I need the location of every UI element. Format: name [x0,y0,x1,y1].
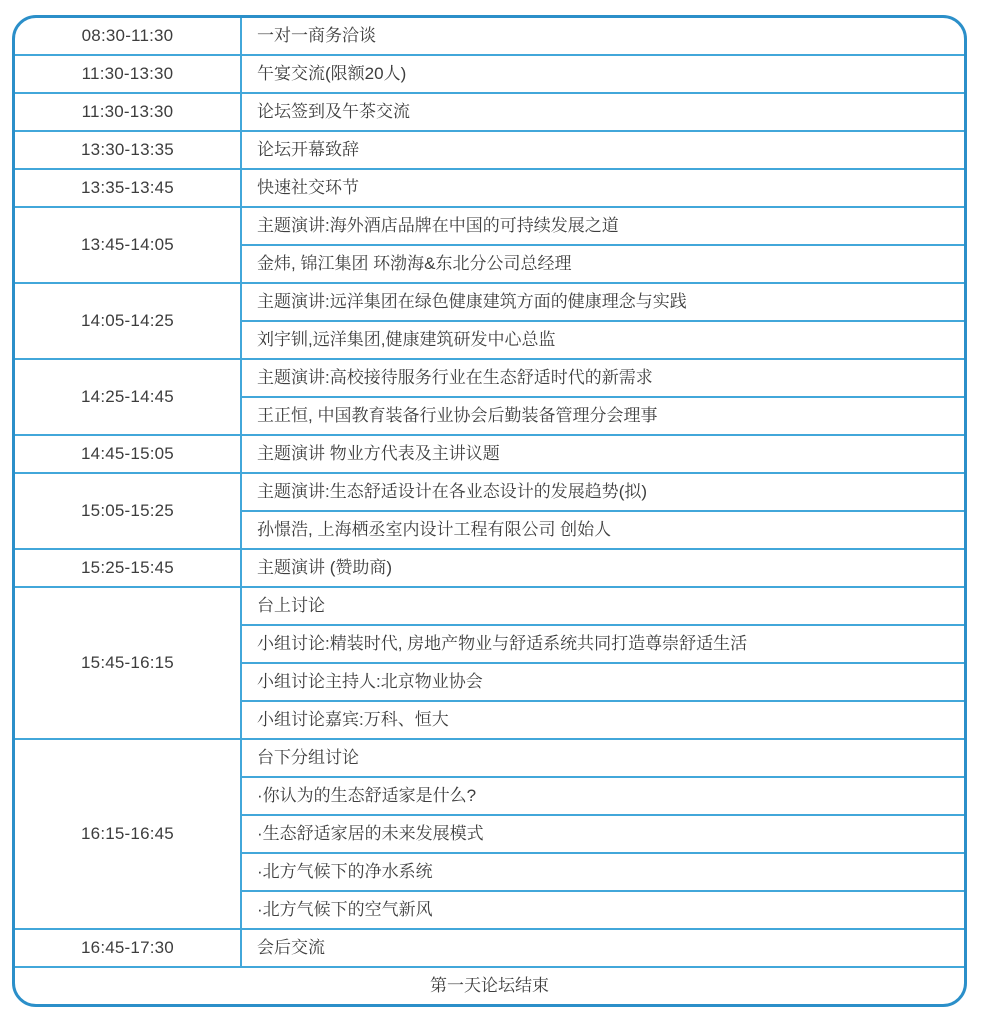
time-cell: 13:35-13:45 [15,170,242,206]
schedule-item: 台上讨论 [257,596,325,615]
table-row [15,130,964,168]
time-cell: 08:30-11:30 [15,18,242,54]
table-row [15,92,964,130]
item-list [242,284,964,358]
schedule-item: 孙憬浩, 上海栖丞室内设计工程有限公司 创始人 [242,510,964,548]
item-list [242,18,964,54]
schedule-item: 主题演讲 (赞助商) [257,558,393,577]
schedule-item: 金炜, 锦江集团 环渤海&东北分公司总经理 [242,244,964,282]
schedule-item: 台下分组讨论 [257,748,359,767]
schedule-item: 论坛签到及午茶交流 [257,102,410,121]
footer-row: 第一天论坛结束 [15,966,964,1004]
schedule-item: 王正恒, 中国教育装备行业协会后勤装备管理分会理事 [242,396,964,434]
schedule-item: 会后交流 [257,938,325,957]
schedule-item: 主题演讲:海外酒店品牌在中国的可持续发展之道 [257,216,619,235]
table-row [15,358,964,434]
schedule-item: 快速社交环节 [257,178,359,197]
table-row [15,168,964,206]
time-cell: 16:45-17:30 [15,930,242,966]
table-row [15,206,964,282]
schedule-item: 小组讨论:精装时代, 房地产物业与舒适系统共同打造尊崇舒适生活 [242,624,964,662]
table-row [15,54,964,92]
item-list [242,436,964,472]
time-cell: 13:30-13:35 [15,132,242,168]
time-cell: 13:45-14:05 [15,208,242,282]
schedule-item: 午宴交流(限额20人) [257,64,407,83]
table-row [15,434,964,472]
item-list [242,550,964,586]
table-row [15,18,964,54]
time-cell: 15:25-15:45 [15,550,242,586]
time-cell: 11:30-13:30 [15,94,242,130]
schedule-item: 主题演讲:生态舒适设计在各业态设计的发展趋势(拟) [257,482,648,501]
time-cell: 14:45-15:05 [15,436,242,472]
schedule-item: 小组讨论嘉宾:万科、恒大 [242,700,964,738]
agenda-table [12,15,967,1007]
time-cell: 14:05-14:25 [15,284,242,358]
schedule-item: ·生态舒适家居的未来发展模式 [242,814,964,852]
time-cell: 15:45-16:15 [15,588,242,738]
schedule-table-body [15,18,964,966]
schedule-item: 一对一商务洽谈 [257,26,376,45]
item-list [242,132,964,168]
item-list [242,588,964,738]
time-cell: 14:25-14:45 [15,360,242,434]
time-cell: 15:05-15:25 [15,474,242,548]
schedule-item: 主题演讲 物业方代表及主讲议题 [257,444,500,463]
table-row [15,586,964,738]
schedule-item: ·北方气候下的空气新风 [242,890,964,928]
time-cell: 11:30-13:30 [15,56,242,92]
schedule-item: ·北方气候下的净水系统 [242,852,964,890]
item-list [242,930,964,966]
item-list [242,740,964,928]
schedule-item: 主题演讲:远洋集团在绿色健康建筑方面的健康理念与实践 [257,292,687,311]
time-cell: 16:15-16:45 [15,740,242,928]
table-row [15,928,964,966]
table-row [15,738,964,928]
schedule-item: ·你认为的生态舒适家是什么? [242,776,964,814]
table-row [15,472,964,548]
item-list [242,208,964,282]
item-list [242,474,964,548]
schedule-item: 刘宇钏,远洋集团,健康建筑研发中心总监 [242,320,964,358]
item-list [242,360,964,434]
table-row [15,282,964,358]
item-list [242,56,964,92]
table-row [15,548,964,586]
schedule-item: 主题演讲:高校接待服务行业在生态舒适时代的新需求 [257,368,653,387]
schedule-item: 论坛开幕致辞 [257,140,359,159]
schedule-item: 小组讨论主持人:北京物业协会 [242,662,964,700]
item-list [242,170,964,206]
item-list [242,94,964,130]
